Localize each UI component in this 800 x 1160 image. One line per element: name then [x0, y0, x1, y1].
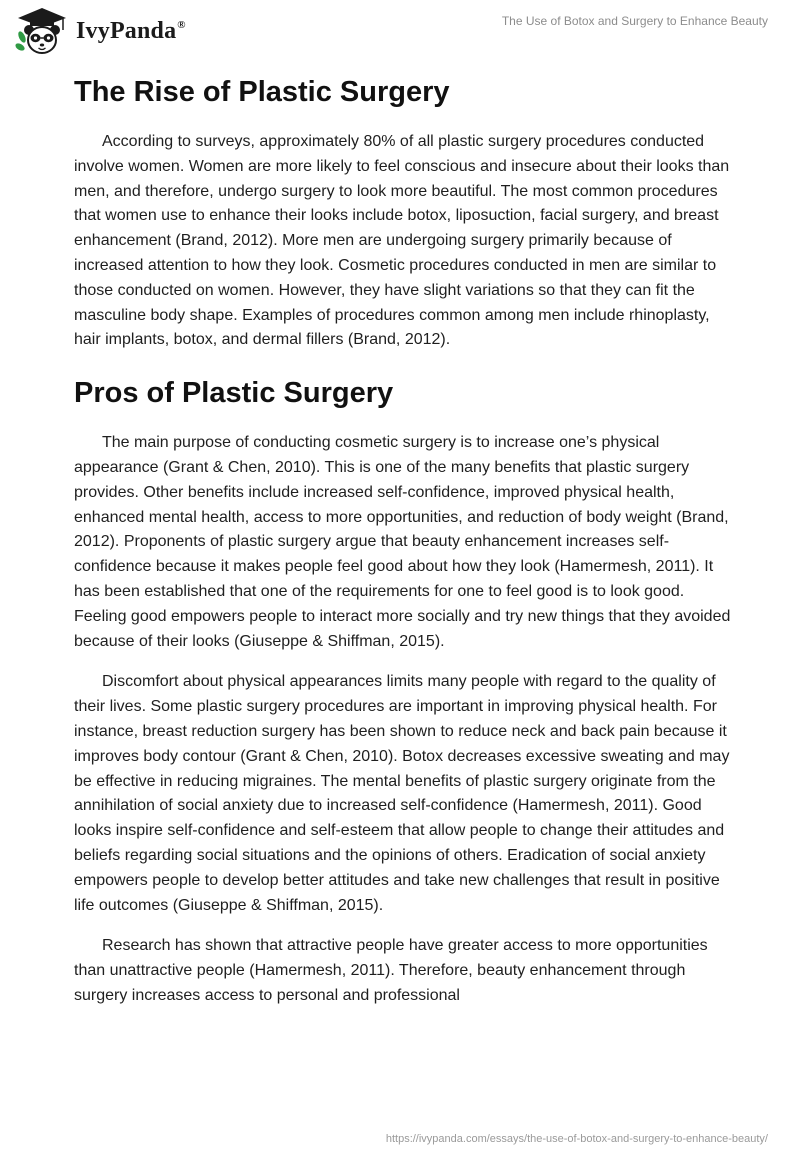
panda-graduate-icon	[14, 6, 70, 56]
trademark-symbol: ®	[177, 18, 186, 31]
section-heading-pros: Pros of Plastic Surgery	[74, 377, 394, 410]
source-url[interactable]: https://ivypanda.com/essays/the-use-of-botox-and-surgery-to-enhance-beauty/	[385, 1133, 768, 1145]
essay-content	[74, 72, 734, 1009]
paragraph: According to surveys, approximately 80% of all plastic surgery procedures conducted involve women. Women are more likely to feel conscious and insecure about their looks than men, and therefore, undergo surgery to look more beautiful. The most common procedures that women use to enhance their looks include botox, liposuction, facial surgery, and breast enhancement (Brand, 2012). More men are undergoing surgery primarily because of increased attention to how they look. Cosmetic procedures conducted in men are similar to those conducted on women. However, they have slight variations so that they can fit the masculine body shape. Examples of procedures common among men include rhinoplasty, hair implants, botox, and dermal fillers (Brand, 2012).	[74, 133, 730, 349]
section-heading-rise: The Rise of Plastic Surgery	[74, 76, 450, 108]
page-header	[0, 0, 800, 60]
document-title: The Use of Botox and Surgery to Enhance Beauty	[501, 14, 768, 28]
paragraph: Discomfort about physical appearances limits many people with regard to the quality of their lives. Some plastic surgery procedures are important in improving physical health. For instance, breast reduction surgery has been shown to reduce neck and back pain because it improves body contour (Grant & Chen, 2010). Botox decreases excessive sweating and may be effective in reducing migraines. The mental benefits of plastic surgery originate from the annihilation of social anxiety due to increased self-confidence (Hamermesh, 2011). Good looks inspire self-confidence and self-esteem that allow people to change their attitudes and beliefs regarding social situations and the opinions of others. Eradication of social anxiety empowers people to develop better attitudes and take new challenges that result in positive life outcomes (Giuseppe & Shiffman, 2015).	[74, 673, 730, 914]
brand-name: IvyPanda®	[76, 17, 186, 44]
paragraph: The main purpose of conducting cosmetic surgery is to increase one’s physical appearance (Grant & Chen, 2010). This is one of the many benefits that plastic surgery provides. Other benefits include increased self-confidence, improved physical health, enhanced mental health, access to more opportunities, and reduction of body weight (Brand, 2012). Proponents of plastic surgery argue that beauty enhancement increases self-confidence because it makes people feel good about how they look (Hamermesh, 2011). It has been established that one of the requirements for one to feel good is to look good. Feeling good empowers people to interact more socially and try new things that they avoided because of their looks (Giuseppe & Shiffman, 2015).	[74, 434, 731, 650]
brand-logo[interactable]	[14, 6, 186, 56]
paragraph: Research has shown that attractive people have greater access to more opportunities than unattractive people (Hamermesh, 2011). Therefore, beauty enhancement through surgery increases access to personal and professional	[74, 937, 708, 1004]
